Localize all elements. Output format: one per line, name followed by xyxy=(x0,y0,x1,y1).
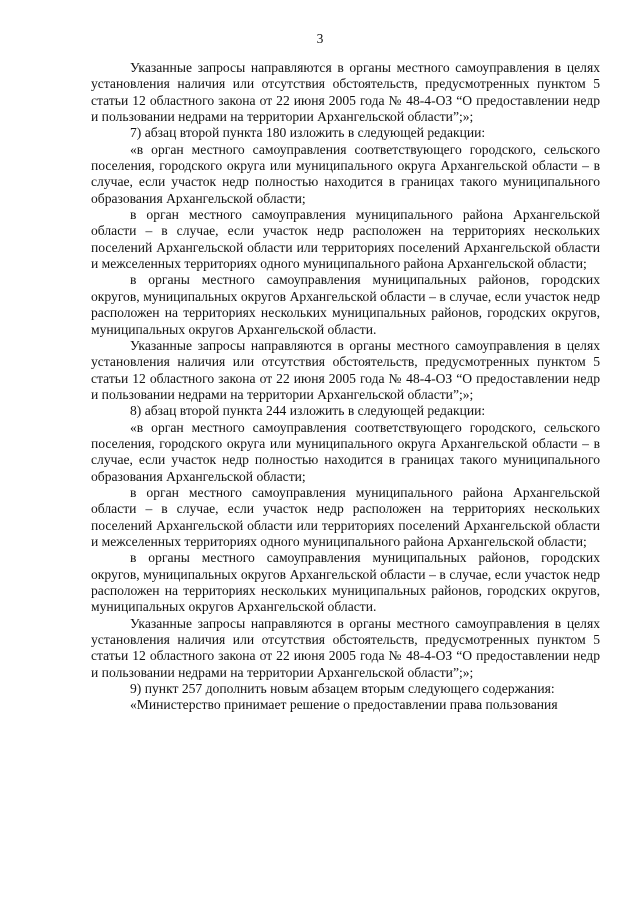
paragraph-settlement-authority: «в орган местного самоуправления соответствующего городского, сельского поселения, городского округа или муниципального округа Архангельской области – в случае, если участок недр полностью находится в границах такого муниципального образования Архангельской области; xyxy=(91,419,600,484)
paragraph-ministry-decision: «Министерство принимает решение о предоставлении права пользования xyxy=(130,697,558,713)
paragraph-settlement-authority: «в орган местного самоуправления соответствующего городского, сельского поселения, городского округа или муниципального округа Архангельской области – в случае, если участок недр полностью находится в границах такого муниципального образования Архангельской области; xyxy=(91,141,600,206)
paragraph-district-authority: в орган местного самоуправления муниципального района Архангельской области – в случае, если участок недр расположен на территориях нескольких поселений Архангельской области или территориях поселений Архангельской области и межселенных территориях одного муниципального района Архангельской области; xyxy=(91,484,600,549)
paragraph-item-9: 9) пункт 257 дополнить новым абзацем вторым следующего содержания: xyxy=(130,681,555,697)
paragraph-requests-note: Указанные запросы направляются в органы местного самоуправления в целях установления наличия или отсутствия обстоятельств, предусмотренных пунктом 5 статьи 12 областного закона от 22 июня 2005 года № 48-4-ОЗ “О предоставлении недр и пользовании недрами на территории Архангельской области”;»; xyxy=(91,337,600,402)
paragraph-item-7: 7) абзац второй пункта 180 изложить в следующей редакции: xyxy=(130,125,486,141)
paragraph-multiple-authorities: в органы местного самоуправления муниципальных районов, городских округов, муниципальных округов Архангельской области – в случае, если участок недр расположен на территориях нескольких муниципальных районов, городских округов, муниципальных округов Архангельской области. xyxy=(91,272,600,337)
document-body xyxy=(91,60,600,714)
paragraph-requests-note: Указанные запросы направляются в органы местного самоуправления в целях установления наличия или отсутствия обстоятельств, предусмотренных пунктом 5 статьи 12 областного закона от 22 июня 2005 года № 48-4-ОЗ “О предоставлении недр и пользовании недрами на территории Архангельской области”;»; xyxy=(91,60,600,125)
page-number: 3 xyxy=(316,31,324,46)
paragraph-multiple-authorities: в органы местного самоуправления муниципальных районов, городских округов, муниципальных округов Архангельской области – в случае, если участок недр расположен на территориях нескольких муниципальных районов, городских округов, муниципальных округов Архангельской области. xyxy=(91,550,600,615)
paragraph-requests-note: Указанные запросы направляются в органы местного самоуправления в целях установления наличия или отсутствия обстоятельств, предусмотренных пунктом 5 статьи 12 областного закона от 22 июня 2005 года № 48-4-ОЗ “О предоставлении недр и пользовании недрами на территории Архангельской области”;»; xyxy=(91,615,600,680)
paragraph-item-8: 8) абзац второй пункта 244 изложить в следующей редакции: xyxy=(130,403,486,419)
paragraph-district-authority: в орган местного самоуправления муниципального района Архангельской области – в случае, если участок недр расположен на территориях нескольких поселений Архангельской области или территориях поселений Архангельской области и межселенных территориях одного муниципального района Архангельской области; xyxy=(91,207,600,272)
